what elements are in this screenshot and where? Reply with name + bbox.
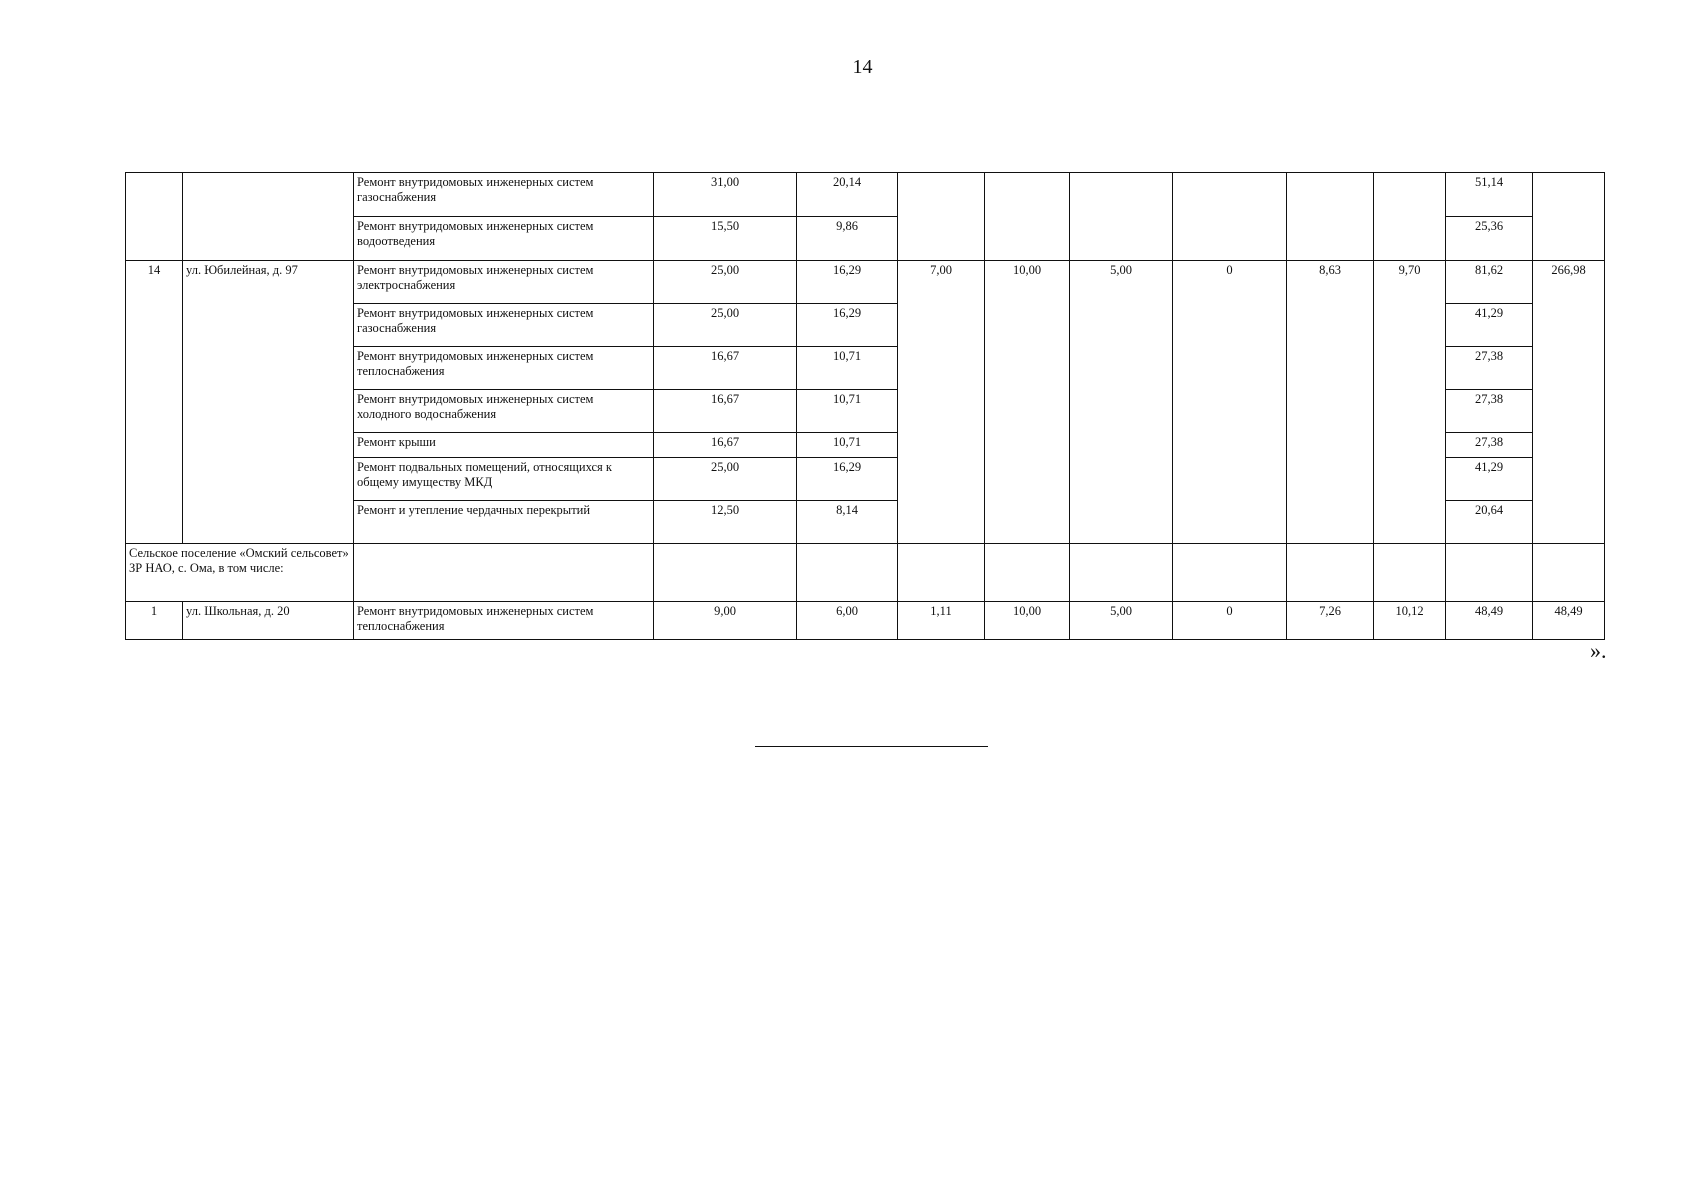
value-cell: 10,12 xyxy=(1374,602,1446,640)
value-cell: 10,71 xyxy=(797,390,898,433)
value-cell: 12,50 xyxy=(654,501,797,544)
value-cell: 9,70 xyxy=(1374,261,1446,544)
value-cell: 16,29 xyxy=(797,304,898,347)
value-cell: 16,29 xyxy=(797,261,898,304)
empty-cell xyxy=(654,544,797,602)
value-cell: 0 xyxy=(1173,602,1287,640)
value-cell: 10,71 xyxy=(797,433,898,458)
work-type-cell: Ремонт и утепление чердачных перекрытий xyxy=(354,501,654,544)
work-type-cell: Ремонт внутридомовых инженерных систем электроснабжения xyxy=(354,261,654,304)
value-cell: 25,00 xyxy=(654,261,797,304)
capital-repair-table xyxy=(125,172,1605,640)
sum-cell: 27,38 xyxy=(1446,347,1533,390)
empty-cell xyxy=(1173,173,1287,261)
work-type-cell: Ремонт внутридомовых инженерных систем холодного водоснабжения xyxy=(354,390,654,433)
value-cell: 16,29 xyxy=(797,458,898,501)
empty-cell xyxy=(1374,173,1446,261)
value-cell: 10,71 xyxy=(797,347,898,390)
sum-cell: 41,29 xyxy=(1446,458,1533,501)
closing-quote: ». xyxy=(1590,638,1607,663)
work-type-cell: Ремонт внутридомовых инженерных систем теплоснабжения xyxy=(354,602,654,640)
separator-line xyxy=(755,746,988,747)
value-cell: 0 xyxy=(1173,261,1287,544)
empty-cell xyxy=(1374,544,1446,602)
value-cell: 16,67 xyxy=(654,433,797,458)
value-cell: 9,00 xyxy=(654,602,797,640)
value-cell: 25,00 xyxy=(654,458,797,501)
sum-cell: 81,62 xyxy=(1446,261,1533,304)
sum-cell: 20,64 xyxy=(1446,501,1533,544)
empty-cell xyxy=(1070,173,1173,261)
value-cell: 5,00 xyxy=(1070,602,1173,640)
work-type-cell: Ремонт подвальных помещений, относящихся к общему имуществу МКД xyxy=(354,458,654,501)
value-cell: 8,63 xyxy=(1287,261,1374,544)
value-cell: 5,00 xyxy=(1070,261,1173,544)
sum-cell: 41,29 xyxy=(1446,304,1533,347)
empty-cell xyxy=(898,173,985,261)
value-cell: 7,26 xyxy=(1287,602,1374,640)
row-number-cell: 14 xyxy=(126,261,183,544)
empty-cell xyxy=(1287,544,1374,602)
row-number-cell xyxy=(126,173,183,261)
value-cell: 31,00 xyxy=(654,173,797,217)
value-cell: 25,00 xyxy=(654,304,797,347)
empty-cell xyxy=(354,544,654,602)
sum-cell: 27,38 xyxy=(1446,433,1533,458)
empty-cell xyxy=(985,173,1070,261)
value-cell: 9,86 xyxy=(797,217,898,261)
sum-cell: 51,14 xyxy=(1446,173,1533,217)
address-cell: ул. Юбилейная, д. 97 xyxy=(183,261,354,544)
value-cell: 8,14 xyxy=(797,501,898,544)
value-cell: 15,50 xyxy=(654,217,797,261)
sum-cell: 27,38 xyxy=(1446,390,1533,433)
empty-cell xyxy=(797,544,898,602)
row-number-cell: 1 xyxy=(126,602,183,640)
section-heading-cell: Сельское поселение «Омский сельсовет» ЗР НАО, с. Ома, в том числе: xyxy=(126,544,354,602)
value-cell: 1,11 xyxy=(898,602,985,640)
work-type-cell: Ремонт внутридомовых инженерных систем теплоснабжения xyxy=(354,347,654,390)
total-cell: 48,49 xyxy=(1533,602,1605,640)
value-cell: 7,00 xyxy=(898,261,985,544)
work-type-cell: Ремонт внутридомовых инженерных систем водоотведения xyxy=(354,217,654,261)
section-row xyxy=(126,544,1605,602)
total-cell: 266,98 xyxy=(1533,261,1605,544)
empty-cell xyxy=(985,544,1070,602)
empty-cell xyxy=(1446,544,1533,602)
empty-cell xyxy=(1173,544,1287,602)
value-cell: 20,14 xyxy=(797,173,898,217)
sum-cell: 25,36 xyxy=(1446,217,1533,261)
empty-cell xyxy=(1287,173,1374,261)
address-cell xyxy=(183,173,354,261)
address-cell: ул. Школьная, д. 20 xyxy=(183,602,354,640)
value-cell: 10,00 xyxy=(985,261,1070,544)
work-type-cell: Ремонт внутридомовых инженерных систем газоснабжения xyxy=(354,173,654,217)
table-row xyxy=(126,261,1605,304)
sum-cell: 48,49 xyxy=(1446,602,1533,640)
page-number: 14 xyxy=(852,56,873,78)
value-cell: 16,67 xyxy=(654,390,797,433)
value-cell: 16,67 xyxy=(654,347,797,390)
work-type-cell: Ремонт крыши xyxy=(354,433,654,458)
value-cell: 6,00 xyxy=(797,602,898,640)
table-row xyxy=(126,602,1605,640)
empty-cell xyxy=(1533,544,1605,602)
empty-cell xyxy=(1533,173,1605,261)
empty-cell xyxy=(1070,544,1173,602)
work-type-cell: Ремонт внутридомовых инженерных систем газоснабжения xyxy=(354,304,654,347)
empty-cell xyxy=(898,544,985,602)
table-row xyxy=(126,173,1605,217)
value-cell: 10,00 xyxy=(985,602,1070,640)
